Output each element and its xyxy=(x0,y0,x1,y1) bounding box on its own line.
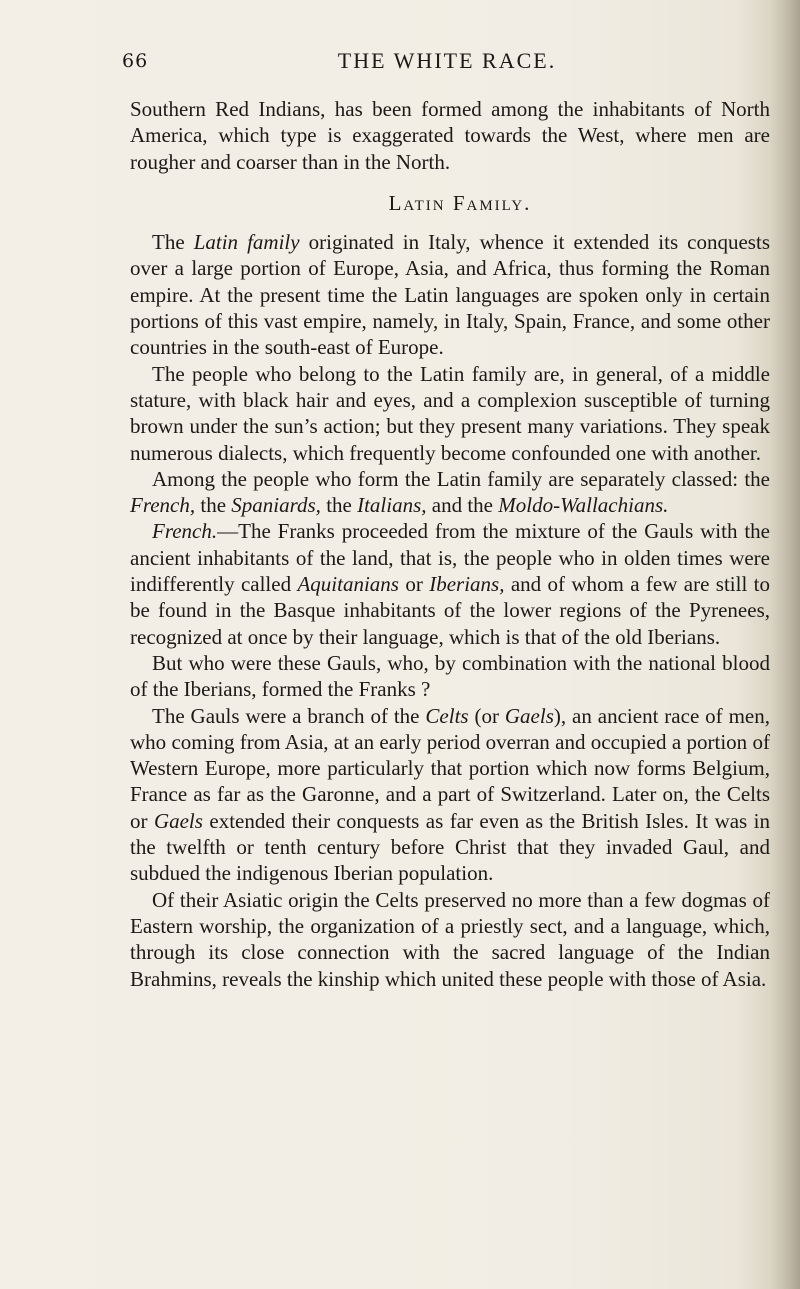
text-run: and the xyxy=(426,493,499,518)
paragraph-continued xyxy=(130,96,770,175)
text-run: the xyxy=(195,493,232,518)
page-edge-shadow xyxy=(770,0,800,1289)
italic-term: Iberians, xyxy=(429,572,505,597)
italic-term: Italians, xyxy=(357,493,427,518)
section-heading: Latin Family. xyxy=(388,190,532,215)
text-run: the xyxy=(320,493,358,518)
text-run: The Gauls were a branch of the xyxy=(152,703,426,728)
text-run: or xyxy=(398,572,430,597)
italic-term: Celts xyxy=(425,703,469,728)
paragraph-text: Of their Asiatic origin the Celts preserved no more than a few dogmas of Eastern worship, the organization of a priestly sect, and a language, which, through its close connection with the sacred language of the Indian Brahmins, reveals the kinship which united these people with those of Asia. xyxy=(130,887,770,991)
text-run: Among the people who form the Latin family are separately classed: the xyxy=(152,466,770,491)
italic-term: Spaniards, xyxy=(231,493,321,518)
italic-term: Aquitanians xyxy=(297,572,399,597)
italic-term: French. xyxy=(152,519,218,544)
paragraph xyxy=(130,887,770,992)
text-run: and of whom a few are still to be found in the Basque inhabitants of the lower regions of the Pyrenees, recognized at once by their language, which is that of the old Iberians. xyxy=(130,572,770,649)
paragraph-text: But who were these Gauls, who, by combination with the national blood of the Iberians, formed the Franks ? xyxy=(130,650,770,702)
italic-term: Moldo-Wallachians. xyxy=(498,493,669,518)
paragraph xyxy=(130,518,770,649)
italic-term: French, xyxy=(130,493,196,518)
paragraph-text: Southern Red Indians, has been formed among the inhabitants of North America, which type is exaggerated towards the West, where men are rougher and coarser than in the North. xyxy=(130,97,770,174)
text-run: The xyxy=(152,230,194,255)
paragraph xyxy=(130,703,770,887)
paragraph xyxy=(130,229,770,360)
text-run: originated in Italy, whence it extended its conquests over a large portion of Europe, Asia, and Africa, thus forming the Roman empire. At the present time the Latin languages are spoken only in certain portions of this vast empire, namely, in Italy, Spain, France, and some other countries in the south-east of Europe. xyxy=(130,230,770,360)
paragraph xyxy=(130,466,770,519)
italic-term: Gaels xyxy=(504,703,554,728)
italic-term: Latin family xyxy=(193,230,300,255)
text-run: ), an ancient race of men, who coming from Asia, at an early period overran and occupied a portion of Western Europe, more particularly that portion which now forms Belgium, France as far as the Garonne, and a part of Switzerland. Later on, the Celts or xyxy=(130,703,770,833)
text-run: —The Franks proceeded from the mixture of the Gauls with the ancient inhabitants of the land, that is, the people who in olden times were indifferently called xyxy=(130,519,770,597)
page-number: 66 xyxy=(122,50,149,72)
paragraph-text: The people who belong to the Latin family are, in general, of a middle stature, with black hair and eyes, and a complexion susceptible of turning brown under the sun’s action; but they present many variations. They speak numerous dialects, which frequently become confounded one with another. xyxy=(130,361,770,465)
text-run: (or xyxy=(468,703,505,728)
body-text xyxy=(130,96,770,992)
italic-term: Gaels xyxy=(153,808,203,833)
page-header xyxy=(122,48,772,88)
running-head: THE WHITE RACE. xyxy=(337,48,557,73)
paragraph xyxy=(130,361,770,466)
text-run: extended their conquests as far even as the British Isles. It was in the twelfth or tenth century before Christ that they invaded Gaul, and subdued the indigenous Iberian population. xyxy=(130,808,770,886)
paragraph xyxy=(130,650,770,703)
